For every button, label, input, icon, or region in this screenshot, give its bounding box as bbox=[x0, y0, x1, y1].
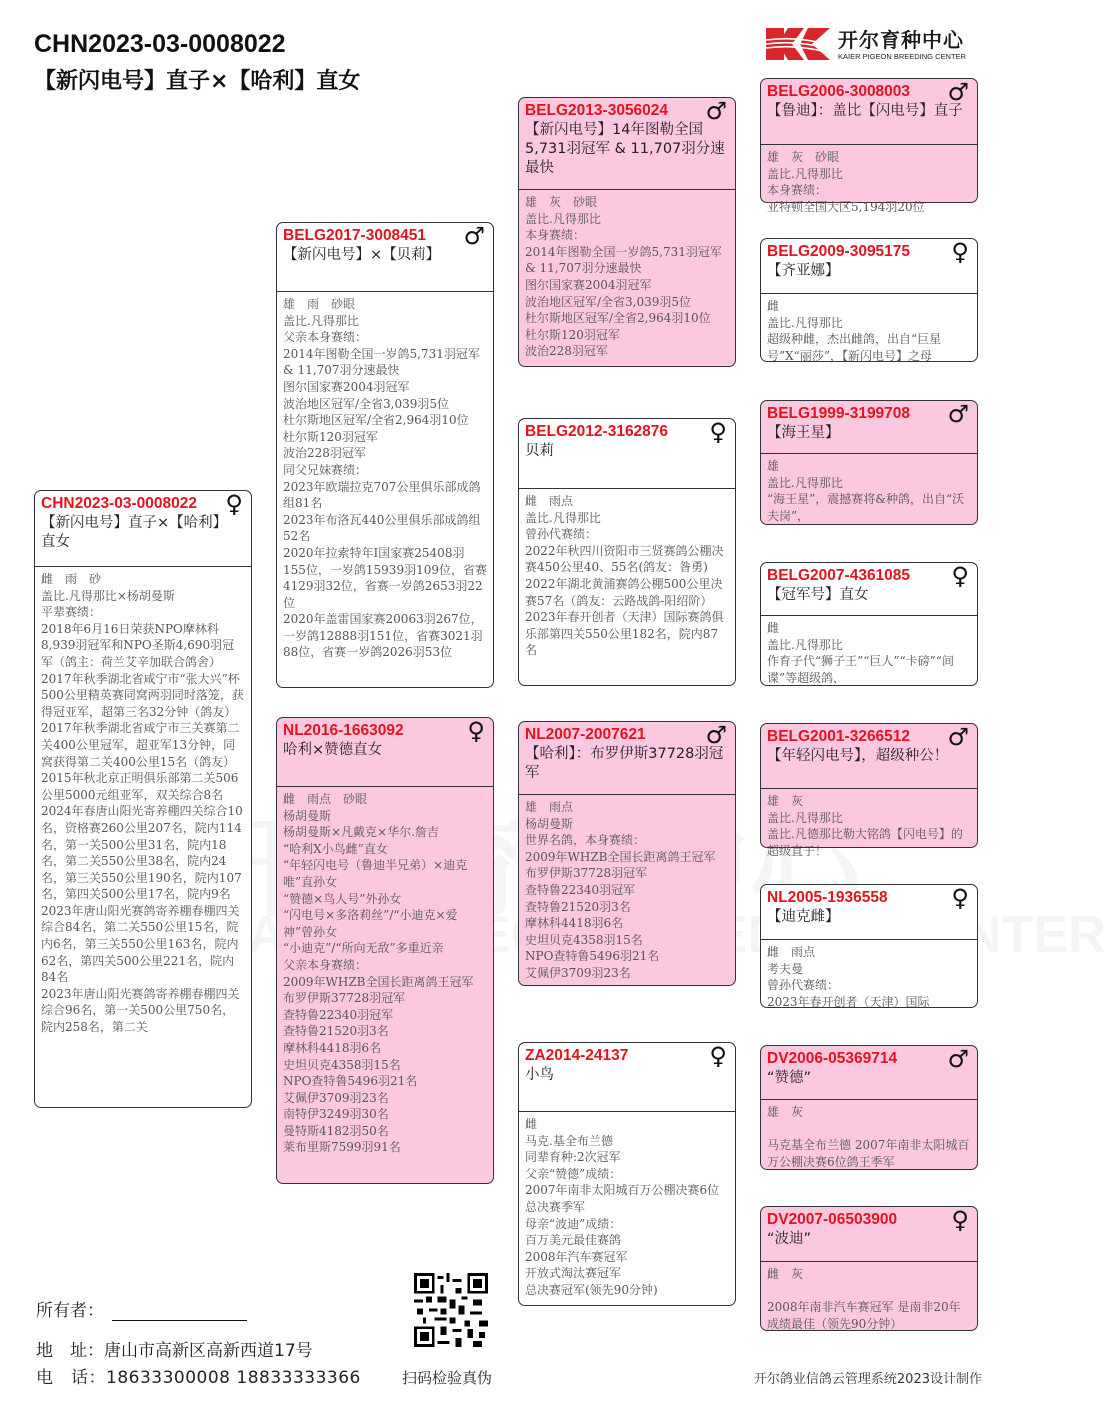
pigeon-details: 雄 灰 马克基全布兰德 2007年南非太阳城百万公棚决赛6位鸽王季军 bbox=[767, 1105, 970, 1169]
card-header bbox=[277, 718, 493, 787]
pigeon-title: “赞德” bbox=[767, 1070, 812, 1086]
ring-number: BELG2009-3095175 bbox=[767, 243, 911, 260]
ring-number: DV2006-05369714 bbox=[767, 1050, 898, 1067]
qr-code-icon[interactable] bbox=[414, 1273, 488, 1347]
female-symbol-icon: ♀ bbox=[467, 717, 485, 745]
ancestor-pigeon-card bbox=[518, 721, 736, 986]
ancestor-pigeon-card bbox=[518, 418, 736, 686]
pigeon-title: 【齐亚娜】 bbox=[767, 263, 840, 279]
male-symbol-icon: ♂ bbox=[705, 721, 727, 749]
card-header bbox=[761, 401, 977, 454]
pigeon-details: 雌 灰 2008年南非汽车赛冠军 是南非20年成绩最佳（领先90分钟） bbox=[767, 1267, 961, 1331]
pigeon-details: 雄 盖比.凡得那比 “海王星”，震撼赛将&种鸽，出自“沃夫岗”， bbox=[767, 459, 965, 523]
kaier-logo-icon bbox=[766, 24, 832, 64]
ring-number: BELG2001-3266512 bbox=[767, 728, 911, 745]
owner-field bbox=[36, 1296, 247, 1321]
pigeon-details: 雌 雨点 盖比.凡得那比 曾孙代赛绩： 2022年秋四川资阳市三贤赛鸽公棚决赛450公里40、55名(鸽友：昝勇) 2022年湖北黄浦赛鸽公棚500公里决赛57名（鸽友：云路战鸽-阳绍阶） 2023年春开创者（天津）国际赛鸽俱乐部第四关550公里182名，院内87名 bbox=[525, 494, 724, 658]
pigeon-title: 【新闪电号】14年图勒全国5,731羽冠军 & 11,707羽分速最快 bbox=[525, 122, 725, 176]
pigeon-details: 雌 雨点 考夫曼 曾孙代赛绩： 2023年春开创者（天津）国际 bbox=[767, 945, 930, 1009]
ancestor-pigeon-card bbox=[760, 1045, 978, 1170]
female-symbol-icon: ♀ bbox=[951, 562, 969, 590]
address: 地 址：唐山市高新区高新西道17号 bbox=[36, 1341, 313, 1361]
brand-name-en: KAIER PIGEON BREEDING CENTER bbox=[838, 52, 966, 61]
card-header bbox=[277, 223, 493, 292]
male-symbol-icon: ♂ bbox=[947, 400, 969, 428]
card-header bbox=[761, 724, 977, 789]
ring-number: NL2007-2007621 bbox=[525, 726, 646, 743]
female-symbol-icon: ♀ bbox=[709, 1042, 727, 1070]
pigeon-details: 雌 雨 砂 盖比.凡得那比×杨胡曼斯 平辈赛绩： 2018年6月16日荣获NPO摩林科8,939羽冠军和NPO圣斯4,690羽冠军（鸽主：荷兰艾辛加联合鸽舍） 2017年秋季湖北省咸宁市“张大兴”杯500公里精英赛同窝两羽同时落笼，获得冠亚军，超第三名32分钟（鸽友） 2017年秋季湖北省咸宁市三关赛第二关400公里冠军，超亚军13分钟，同窝获得第二关400公里15名（鸽友） 2015年秋北京正明俱乐部第二关506公里5000元组亚军，双关综合8名 2024年春唐山阳光寄养棚四关综合10名，资格赛260公里207名，院内114名，第一关500公里31名，院内18名，第二关550公里38名，院内24名，第三关550公里190名，院内107名，第四关500公里17名，院内9名 2023年唐山阳光赛鸽寄养棚春棚四关综合84名，第二关550公里15名，院内6名，第三关550公里163名，院内62名，第四关500公里221名，院内84名 2023年唐山阳光赛鸽寄养棚春棚四关综合96名，第一关500公里750名，院内258名，第二关 bbox=[41, 572, 244, 1035]
pigeon-title: 小鸟 bbox=[525, 1067, 554, 1083]
male-symbol-icon: ♂ bbox=[705, 97, 727, 125]
card-header bbox=[761, 1046, 977, 1100]
pigeon-title: 【鲁迪】：盖比【闪电号】直子 bbox=[767, 103, 963, 119]
ancestor-pigeon-card bbox=[276, 717, 494, 1184]
female-symbol-icon: ♀ bbox=[225, 490, 243, 518]
ancestor-pigeon-card bbox=[760, 884, 978, 1008]
owner-blank-line bbox=[112, 1306, 247, 1321]
card-header bbox=[519, 722, 735, 795]
ring-number: BELG2012-3162876 bbox=[525, 423, 669, 440]
pigeon-title: 【年轻闪电号】，超级种公！ bbox=[767, 748, 949, 764]
male-symbol-icon: ♂ bbox=[463, 222, 485, 250]
card-header bbox=[761, 239, 977, 294]
ancestor-pigeon-card bbox=[518, 1042, 736, 1306]
pigeon-details: 雄 灰 砂眼 盖比.凡得那比 本身赛绩： 亚特顿全国大区5,194羽20位 bbox=[767, 150, 925, 214]
female-symbol-icon: ♀ bbox=[709, 418, 727, 446]
male-symbol-icon: ♂ bbox=[947, 723, 969, 751]
pigeon-title: 【新闪电号】直子×【哈利】直女 bbox=[41, 515, 228, 550]
pigeon-details: 雄 灰 砂眼 盖比.凡得那比 本身赛绩： 2014年图勒全国一岁鸽5,731羽冠军 & 11,707羽分速最快 图尔国家赛2004羽冠军 波治地区冠军/全省3,039羽5位 杜尔斯地区冠军/全省2,964羽10位 杜尔斯120羽冠军 波治228羽冠军 bbox=[525, 195, 722, 359]
ancestor-pigeon-card bbox=[760, 723, 978, 858]
ancestor-pigeon-card bbox=[760, 78, 978, 214]
card-header bbox=[761, 1207, 977, 1262]
ancestor-pigeon-card bbox=[760, 238, 978, 362]
ring-number: NL2016-1663092 bbox=[283, 722, 404, 739]
male-symbol-icon: ♂ bbox=[947, 1045, 969, 1073]
ring-number: BELG2017-3008451 bbox=[283, 227, 427, 244]
card-header bbox=[519, 98, 735, 190]
phone: 电 话：18633300008 18833333366 bbox=[36, 1368, 361, 1388]
pigeon-title: 贝莉 bbox=[525, 443, 554, 459]
pigeon-title: 【迪克雌】 bbox=[767, 909, 840, 925]
qr-label: 扫码检验真伪 bbox=[402, 1369, 493, 1387]
ring-number: BELG1999-3199708 bbox=[767, 405, 911, 422]
ring-number: ZA2014-24137 bbox=[525, 1047, 629, 1064]
pigeon-details: 雌 雨点 砂眼 杨胡曼斯 杨胡曼斯×凡戴克×华尔.詹吉 “哈利X小鸟雌”直女 “年轻闪电号（鲁迪半兄弟）×迪克唯”直孙女 “赞德×鸟人号”外孙女 “闪电号×多洛莉丝”/“小迪克×爱神”曾孙女 “小迪克”/“所向无敌”多重近亲 父亲本身赛绩： 2009年WHZB全国长距离鸽王冠军 布罗伊斯37728羽冠军 查特鲁22340羽冠军 查特鲁21520羽3名 摩林科4418羽6名 史坦贝克4358羽15名 NPO查特鲁5496羽21名 艾佩伊3709羽23名 南特伊3249羽30名 曼特斯4182羽50名 莱布里斯7599羽91名 bbox=[283, 792, 474, 1155]
pigeon-title: 【海王星】 bbox=[767, 425, 840, 441]
ancestor-pigeon-card bbox=[760, 562, 978, 686]
male-symbol-icon: ♂ bbox=[947, 78, 969, 106]
document-title: 【新闪电号】直子×【哈利】直女 bbox=[34, 69, 361, 94]
pigeon-details: 雄 雨 砂眼 盖比.凡得那比 父亲本身赛绩： 2014年图勒全国一岁鸽5,731羽冠军 & 11,707羽分速最快 图尔国家赛2004羽冠军 波治地区冠军/全省3,039羽5位 杜尔斯地区冠军/全省2,964羽10位 杜尔斯120羽冠军 波治228羽冠军 同父兄妹赛绩： 2023年欧瑞拉克707公里俱乐部成鸽组81名 2023年布洛瓦440公里俱乐部成鸽组52名 2020年拉索特年I国家赛25408羽155位，一岁鸽15939羽109位，省赛4129羽32位，省赛一岁鸽2653羽22位 2020年盖雷国家赛20063羽267位，一岁鸽12888羽151位，省赛3021羽88位，省赛一岁鸽2026羽53位 bbox=[283, 297, 487, 660]
subject-pigeon-card bbox=[34, 490, 252, 1108]
ring-number: NL2005-1936558 bbox=[767, 889, 888, 906]
ancestor-pigeon-card bbox=[760, 1206, 978, 1331]
document-ring-number: CHN2023-03-0008022 bbox=[34, 30, 286, 58]
card-header bbox=[519, 1043, 735, 1112]
ring-number: CHN2023-03-0008022 bbox=[41, 495, 197, 512]
female-symbol-icon: ♀ bbox=[951, 884, 969, 912]
footer-credit: 开尔鸽业信鸽云管理系统2023设计制作 bbox=[753, 1372, 982, 1387]
ancestor-pigeon-card bbox=[276, 222, 494, 688]
ancestor-pigeon-card bbox=[518, 97, 736, 367]
card-header bbox=[35, 491, 251, 567]
pigeon-details: 雄 灰 盖比.凡得那比 盖比.凡德那比勒大铭鸽【闪电号】的超级直子！ bbox=[767, 794, 963, 858]
pigeon-title: “波迪” bbox=[767, 1231, 812, 1247]
pigeon-title: 【冠军号】直女 bbox=[767, 587, 869, 603]
brand-logo bbox=[766, 22, 986, 66]
owner-label: 所有者： bbox=[36, 1301, 104, 1321]
pigeon-details: 雄 雨点 杨胡曼斯 世界名鸽，本身赛绩： 2009年WHZB全国长距离鸽王冠军 布罗伊斯37728羽冠军 查特鲁22340羽冠军 查特鲁21520羽3名 摩林科4418羽6名 史坦贝克4358羽15名 NPO查特鲁5496羽21名 艾佩伊3709羽23名 bbox=[525, 800, 716, 980]
ring-number: BELG2013-3056024 bbox=[525, 102, 669, 119]
card-header bbox=[761, 563, 977, 616]
brand-name-cn: 开尔育种中心 bbox=[838, 28, 964, 52]
card-header bbox=[519, 419, 735, 489]
pigeon-title: 【新闪电号】×【贝莉】 bbox=[283, 247, 441, 263]
ring-number: BELG2007-4361085 bbox=[767, 567, 911, 584]
ring-number: BELG2006-3008003 bbox=[767, 83, 911, 100]
female-symbol-icon: ♀ bbox=[951, 238, 969, 266]
ancestor-pigeon-card bbox=[760, 400, 978, 525]
pigeon-details: 雌 盖比.凡得那比 超级种雌，杰出雌鸽，出自“巨星号”X“丽莎”，【新闪电号】之母 bbox=[767, 299, 942, 363]
pigeon-details: 雌 马克.基全布兰德 同辈育种:2次冠军 父亲“赞德”成绩： 2007年南非太阳城百万公棚决赛6位总决赛季军 母亲“波迪”成绩： 百万美元最佳赛鸽 2008年汽车赛冠军 开放式淘汰赛冠军 总决赛冠军(领先90分钟) bbox=[525, 1117, 720, 1297]
female-symbol-icon: ♀ bbox=[951, 1206, 969, 1234]
pigeon-title: 【哈利】：布罗伊斯37728羽冠军 bbox=[525, 746, 724, 781]
pigeon-title: 哈利×赞德直女 bbox=[283, 742, 383, 758]
pigeon-details: 雌 盖比.凡得那比 作育子代“狮子王”“巨人”“卡磅”“间谍”等超级鸽， bbox=[767, 621, 954, 685]
card-header bbox=[761, 79, 977, 145]
ring-number: DV2007-06503900 bbox=[767, 1211, 898, 1228]
card-header bbox=[761, 885, 977, 940]
